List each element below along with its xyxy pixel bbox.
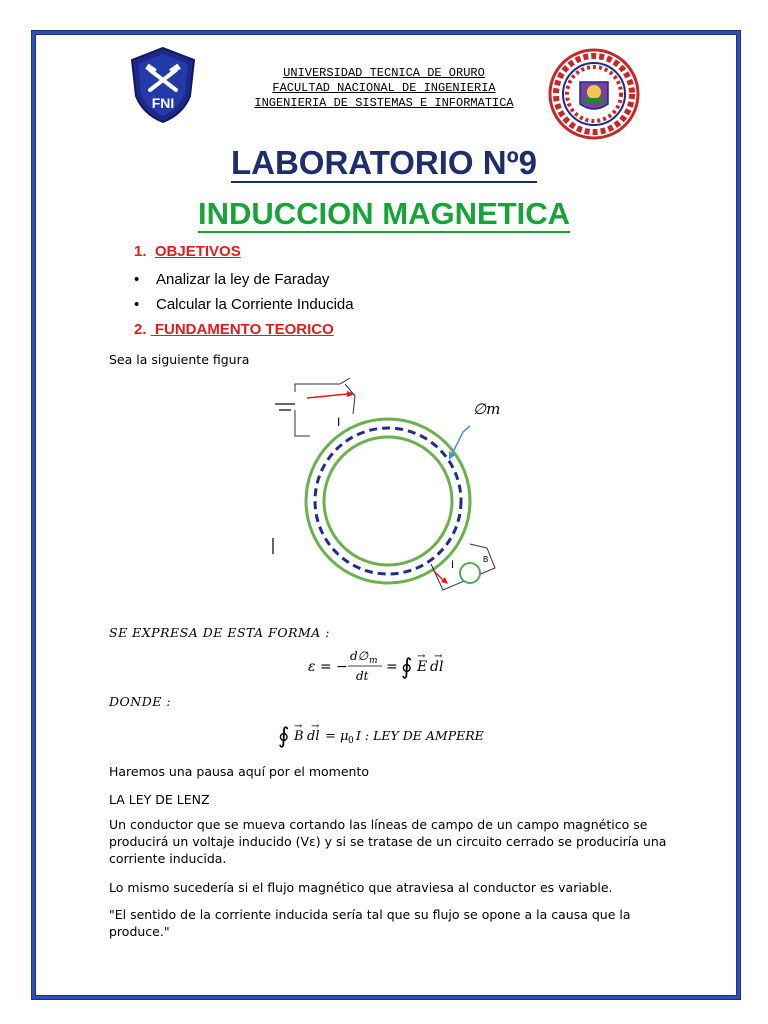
section-heading-fundamento [134, 321, 334, 338]
fni-shield-logo [128, 46, 198, 124]
pause-text: Haremos una pausa aquí por el momento [109, 764, 370, 779]
svg-text:→: → [311, 721, 320, 732]
donde-label: DONDE : [109, 694, 172, 709]
svg-text:∮: ∮ [401, 655, 413, 680]
lenz-title: LA LEY DE LENZ [109, 792, 210, 807]
svg-text:ε: ε [308, 659, 316, 675]
page-subtitle-text: INDUCCION MAGNETICA [198, 196, 570, 231]
header-university: UNIVERSIDAD TECNICA DE ORURO [283, 66, 485, 80]
figure-intro: Sea la siguiente figura [109, 352, 250, 367]
header-career: INGENIERIA DE SISTEMAS E INFORMATICA [254, 96, 514, 110]
svg-text:dt: dt [356, 669, 369, 683]
express-label: SE EXPRESA DE ESTA FORMA : [109, 625, 331, 640]
section-number: 1. [134, 243, 147, 260]
svg-text:dl: dl [430, 659, 444, 675]
section-number: 2. [134, 321, 147, 338]
page-title-text: LABORATORIO Nº9 [230, 144, 537, 181]
galvanometer-label: B [483, 555, 489, 564]
svg-text:μ: μ [340, 729, 349, 744]
faraday-formula [306, 642, 456, 688]
bullet-icon: • [134, 296, 140, 313]
svg-text:−: − [336, 659, 348, 675]
svg-text:d∅: d∅ [350, 649, 369, 663]
current-label-2: I [451, 559, 455, 571]
lenz-paragraph-3: "El sentido de la corriente inducida sería tal que su flujo se opone a la causa que la produce." [109, 907, 631, 939]
objective-text: Analizar la ley de Faraday [156, 271, 330, 288]
svg-text:m: m [369, 656, 378, 666]
section-label: FUNDAMENTO TEORICO [150, 321, 334, 338]
university-seal-logo [548, 48, 640, 140]
ampere-formula [276, 719, 496, 753]
svg-text:=: = [386, 659, 398, 675]
page-title [0, 144, 768, 182]
page-subtitle [0, 196, 768, 232]
lenz-paragraph-1: Un conductor que se mueva cortando las líneas de campo de un campo magnético se producirá un voltaje inducido (Vε) y si se tratase de un circuito cerrado se produciría una corriente inducida. [109, 817, 667, 866]
svg-text:=: = [325, 729, 336, 744]
svg-text:→: → [417, 651, 426, 662]
ampere-text: I : LEY DE AMPERE [356, 728, 484, 743]
svg-text:dl: dl [307, 729, 320, 744]
objective-text: Calcular la Corriente Inducida [156, 296, 354, 313]
svg-text:0: 0 [348, 736, 354, 746]
objective-item [134, 296, 354, 313]
current-label: I [337, 415, 341, 429]
header-faculty: FACULTAD NACIONAL DE INGENIERIA [272, 81, 496, 95]
fni-logo-text: FNI [151, 95, 175, 111]
lenz-paragraph-2: Lo mismo sucedería si el flujo magnético que atraviesa al conductor es variable. [109, 880, 613, 895]
svg-text:E: E [417, 659, 428, 675]
flux-label: ∅m [473, 400, 501, 418]
svg-text:∮: ∮ [278, 724, 290, 749]
section-heading-objetivos [134, 243, 241, 260]
svg-text:→: → [294, 721, 303, 732]
induction-figure [265, 368, 505, 600]
svg-text:=: = [320, 659, 332, 675]
bullet-icon: • [134, 271, 140, 288]
svg-text:→: → [434, 651, 443, 662]
institution-header [210, 66, 558, 111]
section-label: OBJETIVOS [154, 243, 241, 260]
objective-item [134, 271, 329, 288]
svg-text:B: B [294, 729, 304, 744]
